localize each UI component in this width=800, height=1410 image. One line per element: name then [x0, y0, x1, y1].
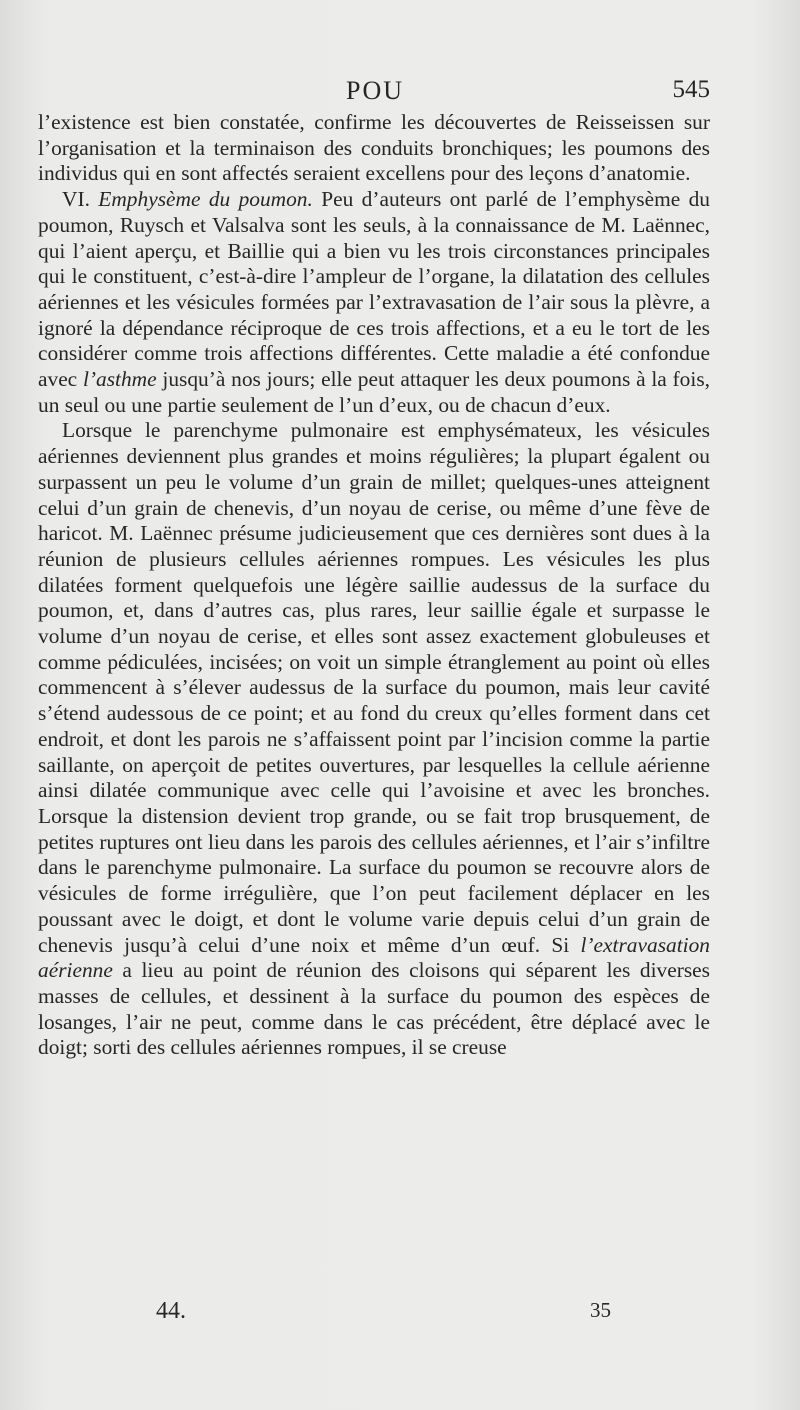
text-run: jusqu’à nos jours; elle peut attaquer les deux poumons à la fois, un seul ou une partie seulement de l’un d’eux, ou de chacun d’eux.	[38, 367, 710, 417]
page-header	[40, 76, 710, 110]
text-run: Peu d’auteurs ont parlé de l’emphysème du poumon, Ruysch et Valsalva sont les seuls, à la connaissance de M. Laënnec, qui l’aient aperçu, et Baillie qui a bien vu les trois circonstances principales qui le constituent, c’est-à-dire l’ampleur de l’organe, la dilatation des cellules aériennes et les vésicules formées par l’extravasation de l’air sous la plèvre, a ignoré la dépendance réciproque de ces trois affections, et a eu le tort de les considérer comme trois affections différentes. Cette maladie a été confondue avec	[38, 187, 710, 392]
running-head: POU	[345, 76, 404, 105]
italic-text: l’extravasation aérienne	[38, 932, 710, 983]
page-footer	[0, 1298, 800, 1332]
page-number: 545	[672, 76, 710, 103]
paragraph-continuation	[38, 110, 710, 187]
paragraph-emphyseme	[38, 187, 710, 418]
body-text	[38, 110, 710, 1061]
italic-text: Emphysème du poumon.	[98, 187, 313, 212]
text-run: Lorsque le parenchyme pulmonaire est emphysémateux, les vésicules aériennes deviennent plus grandes et moins régulières; la plupart égalent ou surpassent un peu le volume d’un grain de millet; quelques-unes atteignent celui d’un grain de chenevis, d’un noyau de cerise, ou même d’une fève de haricot. M. Laënnec présume judicieusement que ces dernières sont dues à la réunion de plusieurs cellules aériennes rompues. Les vésicules les plus dilatées forment quelquefois une légère saillie audessus de la surface du poumon, et, dans d’autres cas, plus rares, leur saillie égale et surpasse le volume d’un noyau de cerise, et elles sont assez exactement globuleuses et comme pédiculées, incisées; on voit un simple étranglement au point où elles commencent à s’élever audessus de la surface du poumon, mais leur cavité s’étend audessous de ce point; et au fond du creux qu’elles forment dans cet endroit, et dont les parois ne s’affaissent point par l’incision comme la partie saillante, on aperçoit de petites ouvertures, par lesquelles la cellule aérienne ainsi dilatée communique avec celle qui l’avoisine et avec les bronches. Lorsque la distension devient trop grande, ou se fait trop brusquement, de petites ruptures ont lieu dans les parois des cellules aériennes, et l’air s’infiltre dans le parenchyme pulmonaire. La surface du poumon se recouvre alors de vésicules de forme irrégulière, que l’on peut facilement déplacer en les poussant avec le doigt, et dont le volume varie depuis celui d’un grain de chenevis jusqu’à celui d’une noix et même d’un œuf. Si	[38, 418, 710, 957]
sheet-number: 35	[590, 1298, 611, 1322]
text-run: VI.	[62, 187, 99, 212]
paragraph-parenchyme	[38, 418, 710, 1061]
italic-text: l’asthme	[82, 367, 157, 392]
text-run: l’existence est bien constatée, confirme les découvertes de Reisseissen sur l’organisation et la terminaison des conduits bronchiques; les poumons des individus qui en sont affectés seraient excellens pour des leçons d’anatomie.	[38, 110, 710, 186]
text-run: a lieu au point de réunion des cloisons qui séparent les diverses masses de cellules, et dessinent à la surface du poumon des espèces de losanges, l’air ne peut, comme dans le cas précédent, être déplacé avec le doigt; sorti des cellules aériennes rompues, il se creuse	[38, 958, 710, 1060]
signature-mark: 44.	[156, 1298, 186, 1324]
